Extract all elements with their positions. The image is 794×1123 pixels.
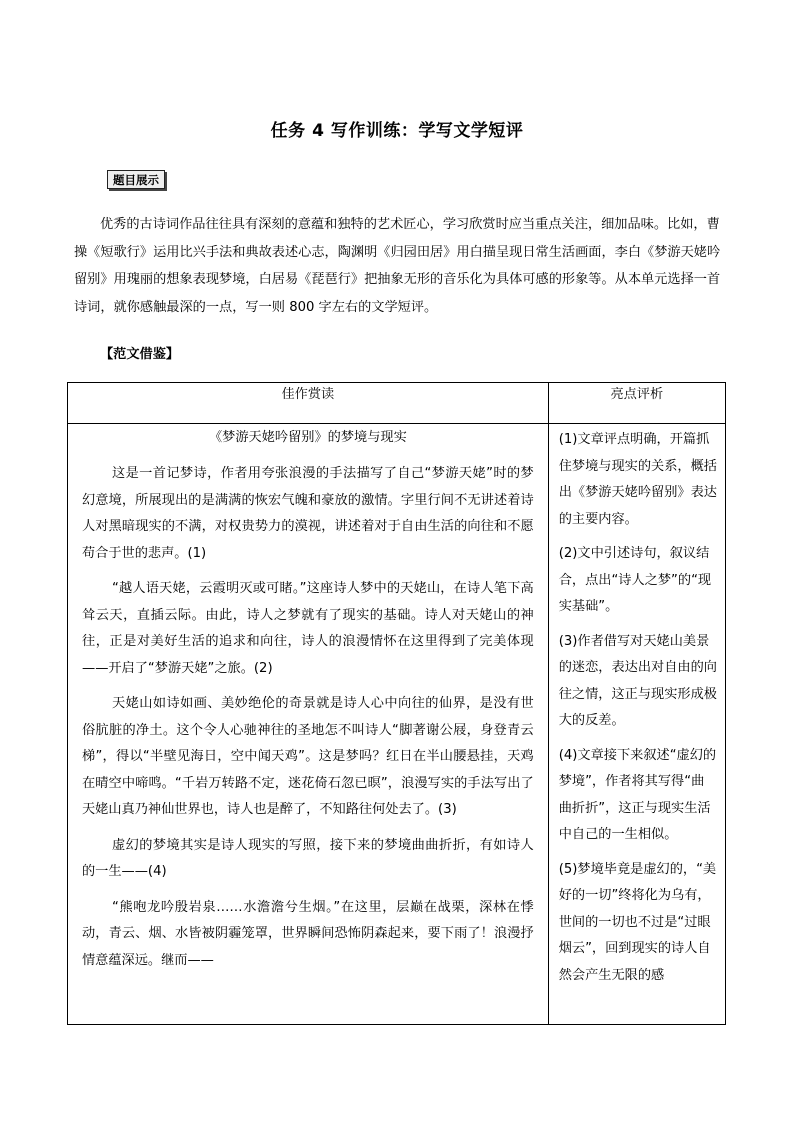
page-title: 任务 4 写作训练：学写文学短评 [270, 121, 524, 141]
model-essay-label: 【范文借鉴】 [100, 347, 180, 362]
comment-note: (2)文中引述诗句，叙议结合，点出“诗人之梦”的“现实基础”。 [558, 546, 712, 614]
table-body-row [68, 424, 726, 1025]
table-header-row [68, 383, 726, 424]
comment-note: (4)文章接下来叙述“虚幻的梦境”，作者将其写得“曲曲折折”，这正与现实生活中自己的一生相似。 [558, 747, 717, 842]
comment-note: (3)作者借写对天姥山美景的迷恋，表达出对自由的向往之情，这正与现实形成极大的反差。 [558, 633, 717, 728]
essay-paragraph: 这是一首记梦诗，作者用夸张浪漫的手法描写了自己“梦游天姥”时的梦幻意境，所展现出的是满满的恢宏气魄和豪放的激情。字里行间不无讲述着诗人对黑暗现实的不满，对权贵势力的漠视，讲述着对于自由生活的向往和不愿苟合于世的悲声。(1) [82, 466, 534, 561]
header-comment: 亮点评析 [548, 383, 725, 424]
essay-paragraph: 虚幻的梦境其实是诗人现实的写照，接下来的梦境曲曲折折，有如诗人的一生——(4) [82, 837, 534, 879]
header-essay: 佳作赏读 [68, 383, 549, 424]
comment-note: (5)梦境毕竟是虚幻的，“美好的一切”终将化为乌有，世间的一切也不过是“过眼烟云”，回到现实的诗人自然会产生无限的感 [558, 861, 717, 983]
essay-title: 《梦游天姥吟留别》的梦境与现实 [208, 430, 407, 445]
essay-table [67, 382, 726, 1025]
task-description: 优秀的古诗词作品往往具有深刻的意蕴和独特的艺术匠心，学习欣赏时应当重点关注，细加品味。比如，曹操《短歌行》运用比兴手法和典故表述心志，陶渊明《归园田居》用白描呈现日常生活画面，李白《梦游天姥吟留别》用瑰丽的想象表现梦境，白居易《琵琶行》把抽象无形的音乐化为具体可感的形象等。从本单元选择一首诗词，就你感触最深的一点，写一则 800 字左右的文学短评。 [74, 217, 721, 315]
essay-paragraph: “越人语天姥，云霞明灭或可睹。”这座诗人梦中的天姥山，在诗人笔下高耸云天，直插云际。由此，诗人之梦就有了现实的基础。诗人对天姥山的神往，正是对美好生活的追求和向往，诗人的浪漫情怀在这里得到了完美体现——开启了“梦游天姥”之旅。(2) [82, 581, 534, 676]
comment-note: (1)文章评点明确，开篇抓住梦境与现实的关系，概括出《梦游天姥吟留别》表达的主要内容。 [558, 432, 717, 527]
comment-cell [548, 424, 725, 1025]
essay-paragraph: “熊咆龙吟殷岩泉……水澹澹兮生烟。”在这里，层巅在战栗，深林在悸动，青云、烟、水皆被阴霾笼罩，世界瞬间恐怖阴森起来，要下雨了！浪漫抒情意蕴深远。继而—— [82, 899, 534, 968]
essay-cell [68, 424, 549, 1025]
essay-paragraph: 天姥山如诗如画、美妙绝伦的奇景就是诗人心中向往的仙界，是没有世俗肮脏的净土。这个令人心驰神往的圣地怎不叫诗人“脚著谢公屐，身登青云梯”，得以“半壁见海日，空中闻天鸡”。这是梦吗？红日在半山腰悬挂，天鸡在晴空中啼鸣。“千岩万转路不定，迷花倚石忽已暝”，浪漫写实的手法写出了天姥山真乃神仙世界也，诗人也是醉了，不知路往何处去了。(3) [82, 696, 534, 817]
section-badge: 题目展示 [107, 170, 165, 189]
